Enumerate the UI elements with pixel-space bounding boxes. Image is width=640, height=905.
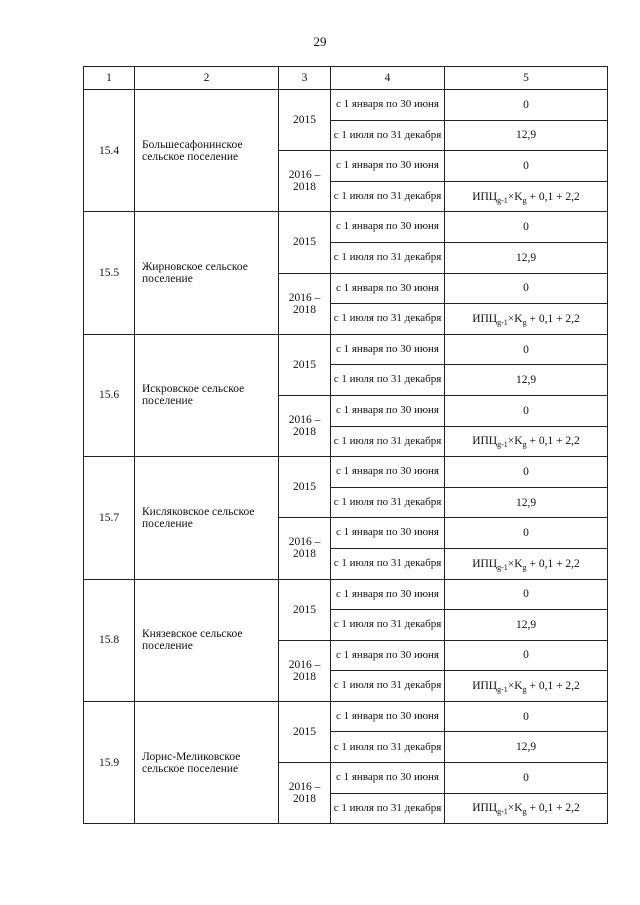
- period-cell: с 1 января по 30 июня: [331, 334, 445, 365]
- item-number: 15.6: [84, 334, 135, 456]
- value-cell: 12,9: [445, 610, 608, 641]
- settlement-name: Большесафонинское сельское поселение: [135, 90, 279, 212]
- formula-part: g: [522, 440, 527, 450]
- table-row: [84, 701, 608, 732]
- value-cell: 0: [445, 763, 608, 794]
- value-cell: 0: [445, 212, 608, 243]
- value-cell: 0: [445, 579, 608, 610]
- settlement-name: Князевское сельское поселение: [135, 579, 279, 701]
- formula-part: ×K: [507, 802, 523, 815]
- period-cell: с 1 июля по 31 декабря: [331, 242, 445, 273]
- formula-part: + 0,1 + 2,2: [526, 680, 580, 693]
- header-cell: 1: [84, 67, 135, 90]
- period-cell: с 1 июля по 31 декабря: [331, 732, 445, 763]
- formula-part: ИПЦ: [472, 312, 498, 325]
- value-cell: 12,9: [445, 120, 608, 151]
- formula-part: g-1: [497, 195, 508, 205]
- period-cell: с 1 января по 30 июня: [331, 518, 445, 549]
- year-cell: 2016 – 2018: [279, 273, 331, 334]
- period-cell: с 1 июля по 31 декабря: [331, 671, 445, 702]
- period-cell: с 1 января по 30 июня: [331, 763, 445, 794]
- item-number: 15.8: [84, 579, 135, 701]
- period-cell: с 1 июля по 31 декабря: [331, 487, 445, 518]
- formula-part: g-1: [497, 685, 508, 695]
- period-cell: с 1 января по 30 июня: [331, 701, 445, 732]
- settlement-name: Жирновское сельское поселение: [135, 212, 279, 334]
- value-cell: 12,9: [445, 242, 608, 273]
- value-cell: 0: [445, 90, 608, 121]
- formula-part: g: [522, 562, 527, 572]
- formula-part: ИПЦ: [472, 557, 498, 570]
- period-cell: с 1 января по 30 июня: [331, 579, 445, 610]
- table-row: [84, 457, 608, 488]
- page-number: 29: [313, 34, 327, 49]
- formula-part: g-1: [497, 317, 508, 327]
- year-cell: 2015: [279, 457, 331, 518]
- formula-cell: [445, 426, 608, 457]
- formula-cell: [445, 304, 608, 335]
- period-cell: с 1 июля по 31 декабря: [331, 426, 445, 457]
- year-cell: 2016 – 2018: [279, 763, 331, 824]
- value-cell: 0: [445, 640, 608, 671]
- formula-part: g: [522, 195, 527, 205]
- value-cell: 0: [445, 518, 608, 549]
- formula-part: ×K: [507, 312, 523, 325]
- year-cell: 2015: [279, 701, 331, 762]
- formula-cell: [445, 793, 608, 824]
- formula-part: ИПЦ: [472, 435, 498, 448]
- period-cell: с 1 января по 30 июня: [331, 151, 445, 182]
- header-cell: 2: [135, 67, 279, 90]
- formula-part: ×K: [507, 557, 523, 570]
- formula-part: + 0,1 + 2,2: [526, 190, 580, 203]
- item-number: 15.4: [84, 90, 135, 212]
- period-cell: с 1 июля по 31 декабря: [331, 181, 445, 212]
- item-number: 15.7: [84, 457, 135, 579]
- year-cell: 2015: [279, 579, 331, 640]
- table-row: [84, 90, 608, 121]
- formula-part: ИПЦ: [472, 802, 498, 815]
- period-cell: с 1 января по 30 июня: [331, 640, 445, 671]
- period-cell: с 1 января по 30 июня: [331, 457, 445, 488]
- year-cell: 2016 – 2018: [279, 151, 331, 212]
- settlement-name: Искровское сельское поселение: [135, 334, 279, 456]
- period-cell: с 1 июля по 31 декабря: [331, 365, 445, 396]
- header-cell: 5: [445, 67, 608, 90]
- formula-part: g: [522, 685, 527, 695]
- value-cell: 0: [445, 395, 608, 426]
- header-row: [84, 67, 608, 90]
- formula-part: + 0,1 + 2,2: [526, 557, 580, 570]
- header-cell: 3: [279, 67, 331, 90]
- year-cell: 2015: [279, 90, 331, 151]
- tariff-table: [83, 66, 608, 824]
- period-cell: с 1 июля по 31 декабря: [331, 610, 445, 641]
- period-cell: с 1 июля по 31 декабря: [331, 548, 445, 579]
- table-row: [84, 334, 608, 365]
- period-cell: с 1 января по 30 июня: [331, 90, 445, 121]
- formula-part: g-1: [497, 807, 508, 817]
- value-cell: 0: [445, 334, 608, 365]
- formula-part: + 0,1 + 2,2: [526, 435, 580, 448]
- formula-part: ×K: [507, 680, 523, 693]
- formula-part: g: [522, 317, 527, 327]
- table-row: [84, 212, 608, 243]
- period-cell: с 1 января по 30 июня: [331, 395, 445, 426]
- period-cell: с 1 июля по 31 декабря: [331, 120, 445, 151]
- formula-cell: [445, 181, 608, 212]
- formula-cell: [445, 671, 608, 702]
- formula-part: ИПЦ: [472, 190, 498, 203]
- formula-cell: [445, 548, 608, 579]
- period-cell: с 1 января по 30 июня: [331, 212, 445, 243]
- formula-part: + 0,1 + 2,2: [526, 802, 580, 815]
- value-cell: 12,9: [445, 365, 608, 396]
- year-cell: 2015: [279, 212, 331, 273]
- period-cell: с 1 января по 30 июня: [331, 273, 445, 304]
- year-cell: 2016 – 2018: [279, 640, 331, 701]
- item-number: 15.5: [84, 212, 135, 334]
- value-cell: 0: [445, 151, 608, 182]
- tariff-table-body: [84, 67, 608, 824]
- settlement-name: Лорис-Меликовское сельское поселение: [135, 701, 279, 823]
- period-cell: с 1 июля по 31 декабря: [331, 304, 445, 335]
- value-cell: 0: [445, 273, 608, 304]
- formula-part: g-1: [497, 440, 508, 450]
- table-row: [84, 579, 608, 610]
- year-cell: 2016 – 2018: [279, 518, 331, 579]
- formula-part: ×K: [507, 435, 523, 448]
- formula-part: ИПЦ: [472, 680, 498, 693]
- year-cell: 2015: [279, 334, 331, 395]
- formula-part: + 0,1 + 2,2: [526, 312, 580, 325]
- value-cell: 0: [445, 457, 608, 488]
- item-number: 15.9: [84, 701, 135, 823]
- value-cell: 12,9: [445, 487, 608, 518]
- formula-part: ×K: [507, 190, 523, 203]
- value-cell: 12,9: [445, 732, 608, 763]
- period-cell: с 1 июля по 31 декабря: [331, 793, 445, 824]
- header-cell: 4: [331, 67, 445, 90]
- year-cell: 2016 – 2018: [279, 395, 331, 456]
- formula-part: g-1: [497, 562, 508, 572]
- value-cell: 0: [445, 701, 608, 732]
- settlement-name: Кисляковское сельское поселение: [135, 457, 279, 579]
- formula-part: g: [522, 807, 527, 817]
